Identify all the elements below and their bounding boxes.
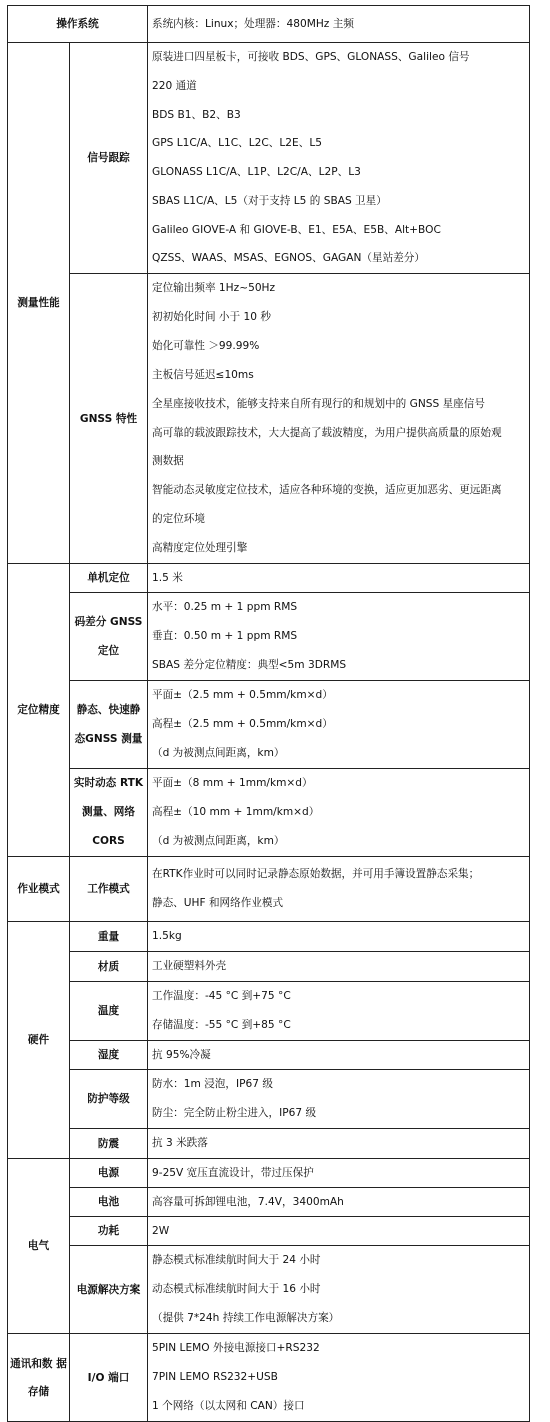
electrical-label: 电气 — [8, 1159, 70, 1334]
row-power-solution — [8, 1246, 530, 1334]
io-ports-label: I/O 端口 — [70, 1334, 148, 1422]
row-weight — [8, 922, 530, 952]
rtk-label: 实时动态 RTK 测量、网络 CORS — [70, 769, 148, 857]
protection-value: 防水：1m 浸泡，IP67 级 防尘：完全防止粉尘进入，IP67 级 — [148, 1070, 530, 1129]
row-gnss-features — [8, 274, 530, 564]
work-mode-label: 作业模式 — [8, 857, 70, 922]
code-diff-value: 水平：0.25 m + 1 ppm RMS 垂直：0.50 m + 1 ppm RMS SBAS 差分定位精度：典型<5m 3DRMS — [148, 593, 530, 681]
power-solution-value: 静态模式标准续航时间大于 24 小时 动态模式标准续航时间大于 16 小时 （提供 7*24h 持续工作电源解决方案） — [148, 1246, 530, 1334]
temperature-value: 工作温度：-45 °C 到+75 °C 存储温度：-55 °C 到+85 °C — [148, 982, 530, 1041]
row-consumption — [8, 1217, 530, 1246]
measurement-label: 测量性能 — [8, 43, 70, 564]
row-static-gnss — [8, 681, 530, 769]
code-diff-label: 码差分 GNSS 定位 — [70, 593, 148, 681]
row-os — [8, 6, 530, 43]
material-value: 工业硬塑料外壳 — [148, 952, 530, 982]
row-protection — [8, 1070, 530, 1129]
row-battery — [8, 1188, 530, 1217]
row-shock — [8, 1129, 530, 1159]
battery-label: 电池 — [70, 1188, 148, 1217]
rtk-value: 平面±（8 mm + 1mm/km×d） 高程±（10 mm + 1mm/km×d） （d 为被测点间距离，km） — [148, 769, 530, 857]
humidity-value: 抗 95%冷凝 — [148, 1041, 530, 1070]
static-gnss-label: 静态、快速静 态GNSS 测量 — [70, 681, 148, 769]
weight-label: 重量 — [70, 922, 148, 952]
signal-tracking-label: 信号跟踪 — [70, 43, 148, 274]
os-value: 系统内核：Linux；处理器：480MHz 主频 — [148, 6, 530, 43]
row-io-ports — [8, 1334, 530, 1422]
row-work-mode — [8, 857, 530, 922]
power-solution-label: 电源解决方案 — [70, 1246, 148, 1334]
power-label: 电源 — [70, 1159, 148, 1188]
row-rtk — [8, 769, 530, 857]
row-power — [8, 1159, 530, 1188]
shock-value: 抗 3 米跌落 — [148, 1129, 530, 1159]
os-label: 操作系统 — [8, 6, 148, 43]
comm-label: 通讯和数 据存储 — [8, 1334, 70, 1422]
row-single-point — [8, 564, 530, 593]
io-ports-value: 5PIN LEMO 外接电源接口+RS232 7PIN LEMO RS232+USB 1 个网络（以太网和 CAN）接口 — [148, 1334, 530, 1422]
static-gnss-value: 平面±（2.5 mm + 0.5mm/km×d） 高程±（2.5 mm + 0.5mm/km×d） （d 为被测点间距离，km） — [148, 681, 530, 769]
row-code-diff — [8, 593, 530, 681]
power-value: 9-25V 宽压直流设计，带过压保护 — [148, 1159, 530, 1188]
hardware-label: 硬件 — [8, 922, 70, 1159]
accuracy-label: 定位精度 — [8, 564, 70, 857]
work-mode-sub-label: 工作模式 — [70, 857, 148, 922]
consumption-value: 2W — [148, 1217, 530, 1246]
material-label: 材质 — [70, 952, 148, 982]
temperature-label: 温度 — [70, 982, 148, 1041]
gnss-features-label: GNSS 特性 — [70, 274, 148, 564]
signal-tracking-value: 原装进口四星板卡，可接收 BDS、GPS、GLONASS、Galileo 信号 220 通道 BDS B1、B2、B3 GPS L1C/A、L1C、L2C、L2E、L5 GLONASS L1C/A、L1P、L2C/A、L2P、L3 SBAS L1C/A、L5（对于支持 L5 的 SBAS 卫星） Galileo GIOVE-A 和 GIOVE-B、E1、E5A、E5B、Alt+BOC QZSS、WAAS、MSAS、EGNOS、GAGAN（星站差分） — [148, 43, 530, 274]
row-material — [8, 952, 530, 982]
spec-table — [7, 5, 530, 1422]
weight-value: 1.5kg — [148, 922, 530, 952]
row-humidity — [8, 1041, 530, 1070]
humidity-label: 湿度 — [70, 1041, 148, 1070]
row-signal-tracking — [8, 43, 530, 274]
battery-value: 高容量可拆卸锂电池，7.4V，3400mAh — [148, 1188, 530, 1217]
consumption-label: 功耗 — [70, 1217, 148, 1246]
single-point-value: 1.5 米 — [148, 564, 530, 593]
shock-label: 防震 — [70, 1129, 148, 1159]
work-mode-value: 在RTK作业时可以同时记录静态原始数据，并可用手簿设置静态采集； 静态、UHF 和网络作业模式 — [148, 857, 530, 922]
protection-label: 防护等级 — [70, 1070, 148, 1129]
row-temperature — [8, 982, 530, 1041]
single-point-label: 单机定位 — [70, 564, 148, 593]
gnss-features-value: 定位输出频率 1Hz~50Hz 初初始化时间 小于 10 秒 始化可靠性 ＞99.99% 主板信号延迟≤10ms 全星座接收技术，能够支持来自所有现行的和规划中的 GNSS 星座信号 高可靠的载波跟踪技术，大大提高了载波精度，为用户提供高质量的原始观 测数据 智能动态灵敏度定位技术，适应各种环境的变换，适应更加恶劣、更远距离 的定位环境 高精度定位处理引擎 — [148, 274, 530, 564]
